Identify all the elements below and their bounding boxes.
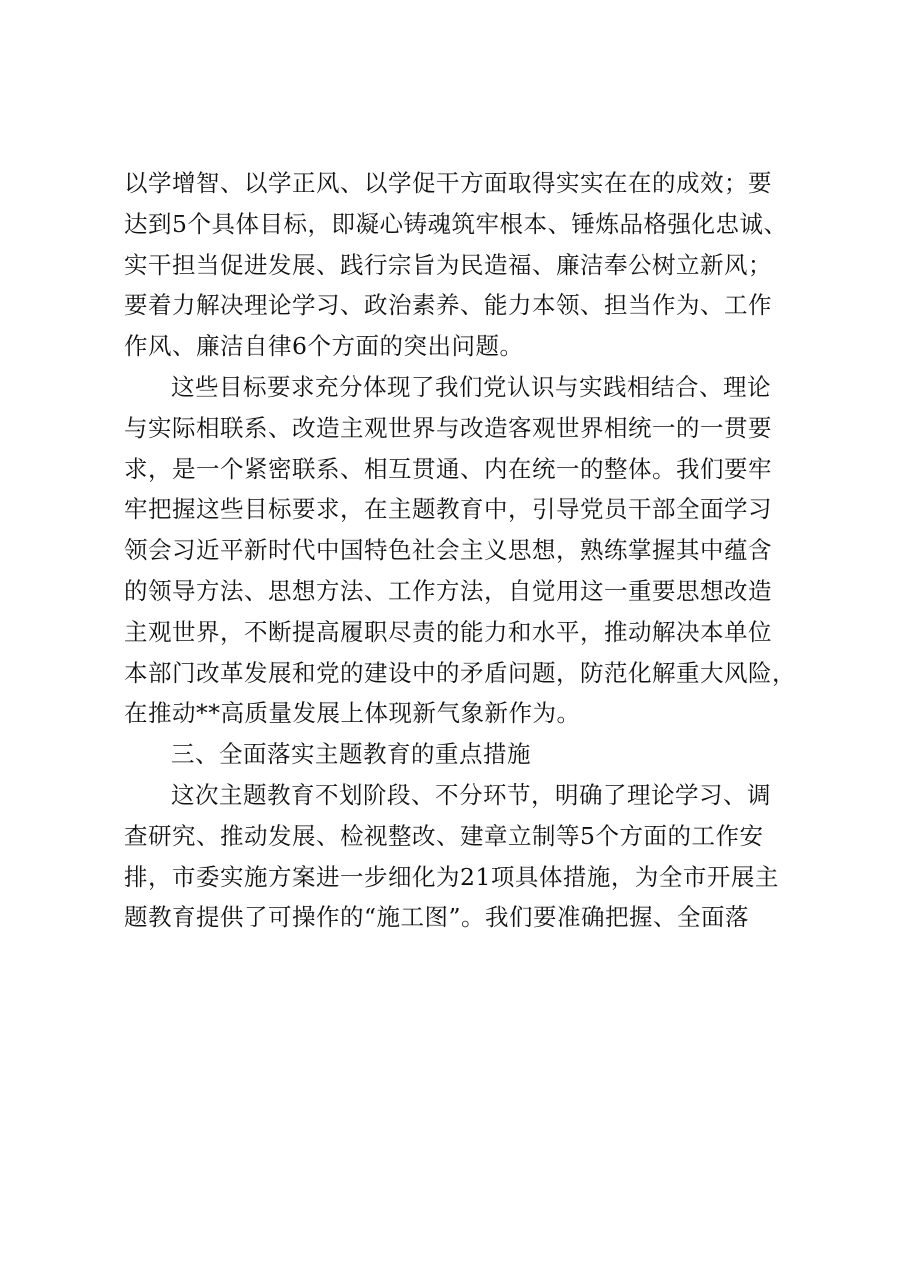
paragraph-line: 求，是一个紧密联系、相互贯通、内在统一的整体。我们要牢 [124,454,772,483]
paragraph-line: 与实际相联系、改造主观世界与改造客观世界相统一的一贯要 [124,413,772,442]
paragraph-line: 的领导方法、思想方法、工作方法，自觉用这一重要思想改造 [124,576,772,605]
paragraph-line: 这些目标要求充分体现了我们党认识与实践相结合、理论 [171,372,771,401]
paragraph-line: 在推动**高质量发展上体现新气象新作为。 [124,699,581,728]
paragraph-line: 排，市委实施方案进一步细化为21项具体措施，为全市开展主 [124,862,779,891]
paragraph-line: 作风、廉洁自律6个方面的突出问题。 [124,332,524,361]
paragraph-line: 题教育提供了可操作的“施工图”。我们要准确把握、全面落 [124,903,750,932]
paragraph-line: 以学增智、以学正风、以学促干方面取得实实在在的成效；要 [124,169,772,197]
paragraph-line: 这次主题教育不划阶段、不分环节，明确了理论学习、调 [171,780,771,809]
document-body [124,163,794,938]
paragraph-line: 要着力解决理论学习、政治素养、能力本领、担当作为、工作 [124,291,772,320]
paragraph-line: 实干担当促进发展、践行宗旨为民造福、廉洁奉公树立新风； [124,250,772,279]
paragraph-line: 主观世界，不断提高履职尽责的能力和水平，推动解决本单位 [124,617,772,646]
paragraph-line: 领会习近平新时代中国特色社会主义思想，熟练掌握其中蕴含 [124,536,772,565]
paragraph-line: 达到5个具体目标，即凝心铸魂筑牢根本、锤炼品格强化忠诚、 [124,209,788,238]
paragraph-line: 本部门改革发展和党的建设中的矛盾问题，防范化解重大风险， [124,658,796,687]
paragraph-line: 牢把握这些目标要求，在主题教育中，引导党员干部全面学习 [124,495,772,524]
section-heading: 三、全面落实主题教育的重点措施 [171,740,531,769]
paragraph-line: 查研究、推动发展、检视整改、建章立制等5个方面的工作安 [124,821,764,850]
